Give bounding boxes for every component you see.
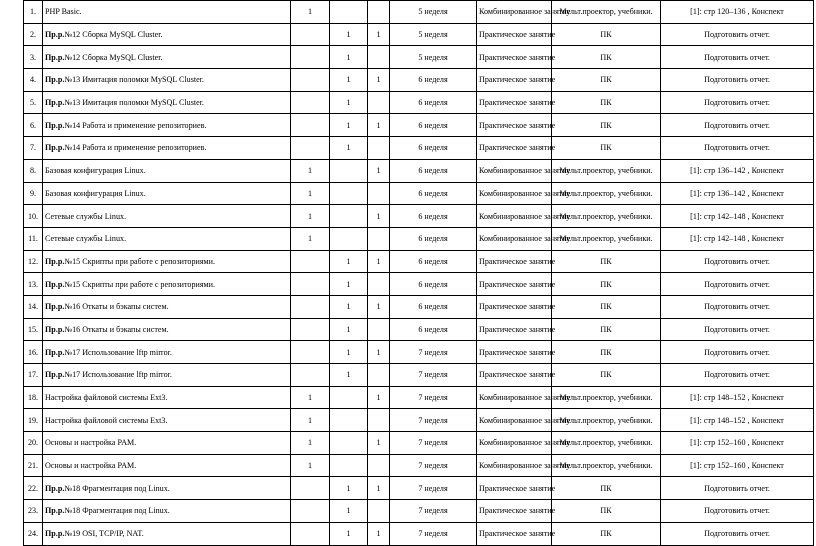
week-cell: 5 неделя [390, 1, 477, 24]
hours-practice [330, 227, 368, 250]
lesson-topic [43, 46, 291, 69]
lesson-form: Комбинированное занятие [477, 432, 552, 455]
lesson-form: Практическое занятие [477, 114, 552, 137]
lesson-form: Практическое занятие [477, 318, 552, 341]
hours-self: 1 [368, 522, 390, 545]
lesson-topic [43, 500, 291, 523]
equipment: Мульт.проектор, учебники. [552, 159, 661, 182]
table-row [24, 114, 814, 137]
equipment: Мульт.проектор, учебники. [552, 409, 661, 432]
topic-text: №14 Работа и применение репозиториев. [64, 120, 207, 130]
hours-self: 1 [368, 432, 390, 455]
table-row [24, 69, 814, 92]
row-number: 3. [24, 46, 43, 69]
hours-theory [291, 522, 330, 545]
homework: Подготовить отчет. [661, 341, 814, 364]
hours-self [368, 46, 390, 69]
equipment: ПК [552, 23, 661, 46]
equipment: Мульт.проектор, учебники. [552, 1, 661, 24]
topic-text: №15 Скрипты при работе с репозиториями. [64, 279, 216, 289]
homework: Подготовить отчет. [661, 137, 814, 160]
table-row [24, 1, 814, 24]
week-cell: 6 неделя [390, 137, 477, 160]
lesson-form: Практическое занятие [477, 477, 552, 500]
practical-prefix: Пр.р. [45, 370, 65, 380]
lesson-topic [43, 318, 291, 341]
lesson-topic [43, 91, 291, 114]
topic-text: №16 Откаты и бэкапы систем. [64, 302, 169, 312]
week-cell: 6 неделя [390, 69, 477, 92]
lesson-topic [43, 432, 291, 455]
topic-text: №13 Имитация поломки MySQL Cluster. [64, 75, 204, 85]
topic-text: Сетевые службы Linux. [45, 234, 127, 244]
homework: Подготовить отчет. [661, 522, 814, 545]
practical-prefix: Пр.р. [45, 506, 65, 516]
homework: [1]: стр 148–152 , Конспект [661, 409, 814, 432]
hours-self [368, 227, 390, 250]
lesson-form: Практическое занятие [477, 46, 552, 69]
table-row [24, 91, 814, 114]
row-number: 18. [24, 386, 43, 409]
hours-practice: 1 [330, 273, 368, 296]
row-number: 4. [24, 69, 43, 92]
equipment: ПК [552, 318, 661, 341]
week-cell: 6 неделя [390, 250, 477, 273]
lesson-topic [43, 273, 291, 296]
lesson-topic [43, 137, 291, 160]
topic-text: Настройка файловой системы Ext3. [45, 393, 168, 402]
week-cell: 6 неделя [390, 205, 477, 228]
homework: Подготовить отчет. [661, 69, 814, 92]
hours-theory [291, 341, 330, 364]
homework: Подготовить отчет. [661, 46, 814, 69]
lesson-topic [43, 23, 291, 46]
hours-theory: 1 [291, 205, 330, 228]
hours-theory: 1 [291, 1, 330, 24]
hours-practice: 1 [330, 500, 368, 523]
hours-self: 1 [368, 69, 390, 92]
practical-prefix: Пр.р. [45, 120, 65, 130]
row-number: 24. [24, 522, 43, 545]
week-cell: 6 неделя [390, 91, 477, 114]
hours-theory [291, 114, 330, 137]
lesson-topic [43, 205, 291, 228]
lesson-form: Комбинированное занятие [477, 386, 552, 409]
practical-prefix: Пр.р. [45, 30, 65, 39]
hours-self: 1 [368, 114, 390, 137]
homework: Подготовить отчет. [661, 23, 814, 46]
lesson-topic [43, 1, 291, 24]
lesson-topic [43, 386, 291, 409]
hours-theory: 1 [291, 409, 330, 432]
table-row [24, 159, 814, 182]
hours-practice: 1 [330, 91, 368, 114]
table-row [24, 137, 814, 160]
table-row [24, 522, 814, 545]
topic-text: №17 Использование lftp mirror. [64, 347, 172, 357]
hours-practice: 1 [330, 364, 368, 387]
row-number: 12. [24, 250, 43, 273]
lesson-topic [43, 364, 291, 387]
equipment: Мульт.проектор, учебники. [552, 182, 661, 205]
homework: Подготовить отчет. [661, 500, 814, 523]
homework: [1]: стр 142–148 , Конспект [661, 205, 814, 228]
hours-theory [291, 46, 330, 69]
hours-theory: 1 [291, 454, 330, 477]
hours-theory: 1 [291, 227, 330, 250]
row-number: 11. [24, 227, 43, 250]
table-row [24, 23, 814, 46]
hours-self: 1 [368, 23, 390, 46]
hours-self: 1 [368, 341, 390, 364]
hours-practice [330, 409, 368, 432]
equipment: ПК [552, 137, 661, 160]
lesson-topic [43, 295, 291, 318]
lesson-form: Практическое занятие [477, 137, 552, 160]
hours-practice: 1 [330, 46, 368, 69]
practical-prefix: Пр.р. [45, 52, 65, 62]
hours-practice: 1 [330, 477, 368, 500]
hours-theory: 1 [291, 182, 330, 205]
table-row [24, 273, 814, 296]
hours-practice: 1 [330, 137, 368, 160]
homework: [1]: стр 152–160 , Конспект [661, 454, 814, 477]
hours-self: 1 [368, 250, 390, 273]
hours-self: 1 [368, 205, 390, 228]
hours-theory [291, 250, 330, 273]
week-cell: 6 неделя [390, 227, 477, 250]
week-cell: 7 неделя [390, 386, 477, 409]
topic-text: PHP Basic. [45, 7, 82, 17]
lesson-form: Практическое занятие [477, 341, 552, 364]
homework: Подготовить отчет. [661, 250, 814, 273]
equipment: Мульт.проектор, учебники. [552, 454, 661, 477]
topic-text: Настройка файловой системы Ext3. [45, 415, 168, 425]
topic-text: Основы и настройка PAM. [45, 461, 137, 471]
topic-text: Основы и настройка PAM. [45, 438, 137, 448]
week-cell: 7 неделя [390, 409, 477, 432]
topic-text: Базовая конфигурация Linux. [45, 188, 146, 198]
hours-theory [291, 137, 330, 160]
week-cell: 7 неделя [390, 341, 477, 364]
hours-practice: 1 [330, 318, 368, 341]
equipment: Мульт.проектор, учебники. [552, 386, 661, 409]
hours-practice [330, 454, 368, 477]
hours-theory [291, 295, 330, 318]
equipment: ПК [552, 522, 661, 545]
lesson-topic [43, 477, 291, 500]
equipment: ПК [552, 46, 661, 69]
lesson-topic [43, 522, 291, 545]
week-cell: 7 неделя [390, 364, 477, 387]
hours-theory [291, 500, 330, 523]
homework: [1]: стр 120–136 , Конспект [661, 1, 814, 24]
lesson-form: Практическое занятие [477, 273, 552, 296]
lesson-form: Комбинированное занятие [477, 1, 552, 24]
topic-text: Базовая конфигурация Linux. [45, 166, 146, 176]
homework: Подготовить отчет. [661, 295, 814, 318]
hours-practice [330, 432, 368, 455]
hours-self [368, 409, 390, 432]
topic-text: №14 Работа и применение репозиториев. [64, 143, 207, 153]
lesson-form: Практическое занятие [477, 500, 552, 523]
row-number: 7. [24, 137, 43, 160]
equipment: Мульт.проектор, учебники. [552, 205, 661, 228]
hours-practice: 1 [330, 250, 368, 273]
equipment: ПК [552, 91, 661, 114]
lesson-topic [43, 227, 291, 250]
hours-theory [291, 69, 330, 92]
hours-self [368, 273, 390, 296]
practical-prefix: Пр.р. [45, 302, 65, 312]
practical-prefix: Пр.р. [45, 143, 65, 153]
lesson-form: Практическое занятие [477, 364, 552, 387]
equipment: ПК [552, 341, 661, 364]
homework: [1]: стр 136–142 , Конспект [661, 159, 814, 182]
hours-theory: 1 [291, 386, 330, 409]
week-cell: 7 неделя [390, 522, 477, 545]
table-row [24, 341, 814, 364]
hours-self [368, 91, 390, 114]
hours-practice [330, 182, 368, 205]
row-number: 23. [24, 500, 43, 523]
practical-prefix: Пр.р. [45, 529, 65, 539]
hours-self [368, 182, 390, 205]
lesson-form: Комбинированное занятие [477, 454, 552, 477]
lesson-topic [43, 409, 291, 432]
hours-theory [291, 273, 330, 296]
topic-text: №17 Использование lftp mirror. [64, 370, 172, 380]
hours-practice: 1 [330, 522, 368, 545]
week-cell: 6 неделя [390, 159, 477, 182]
week-cell: 7 неделя [390, 477, 477, 500]
lesson-form: Комбинированное занятие [477, 205, 552, 228]
lesson-topic [43, 341, 291, 364]
row-number: 19. [24, 409, 43, 432]
hours-practice: 1 [330, 341, 368, 364]
row-number: 16. [24, 341, 43, 364]
table-row [24, 46, 814, 69]
table-row [24, 477, 814, 500]
table-body [24, 1, 814, 546]
table-row [24, 386, 814, 409]
equipment: ПК [552, 69, 661, 92]
equipment: Мульт.проектор, учебники. [552, 227, 661, 250]
lesson-form: Комбинированное занятие [477, 159, 552, 182]
hours-theory [291, 364, 330, 387]
hours-practice: 1 [330, 114, 368, 137]
hours-self: 1 [368, 386, 390, 409]
topic-text: №18 Фрагментация под Linux. [64, 506, 170, 516]
row-number: 8. [24, 159, 43, 182]
week-cell: 5 неделя [390, 46, 477, 69]
lesson-topic [43, 250, 291, 273]
homework: Подготовить отчет. [661, 91, 814, 114]
hours-theory: 1 [291, 432, 330, 455]
lesson-topic [43, 454, 291, 477]
hours-self: 1 [368, 295, 390, 318]
lesson-form: Практическое занятие [477, 250, 552, 273]
table-row [24, 454, 814, 477]
row-number: 6. [24, 114, 43, 137]
row-number: 5. [24, 91, 43, 114]
hours-self: 1 [368, 477, 390, 500]
equipment: ПК [552, 477, 661, 500]
lesson-form: Практическое занятие [477, 23, 552, 46]
row-number: 22. [24, 477, 43, 500]
topic-text: №13 Имитация поломки MySQL Cluster. [64, 98, 204, 108]
lesson-form: Практическое занятие [477, 91, 552, 114]
homework: [1]: стр 148–152 , Конспект [661, 386, 814, 409]
topic-text: №15 Скрипты при работе с репозиториями. [64, 256, 216, 266]
lesson-form: Комбинированное занятие [477, 182, 552, 205]
homework: Подготовить отчет. [661, 318, 814, 341]
hours-self [368, 364, 390, 387]
table-row [24, 250, 814, 273]
row-number: 13. [24, 273, 43, 296]
hours-self [368, 454, 390, 477]
homework: Подготовить отчет. [661, 477, 814, 500]
lesson-topic [43, 159, 291, 182]
hours-practice [330, 1, 368, 24]
equipment: ПК [552, 500, 661, 523]
practical-prefix: Пр.р. [45, 483, 65, 493]
table-row [24, 182, 814, 205]
row-number: 14. [24, 295, 43, 318]
topic-text: №12 Сборка MySQL Cluster. [64, 30, 163, 39]
hours-practice: 1 [330, 69, 368, 92]
week-cell: 6 неделя [390, 114, 477, 137]
equipment: ПК [552, 114, 661, 137]
hours-practice [330, 386, 368, 409]
homework: [1]: стр 136–142 , Конспект [661, 182, 814, 205]
hours-practice: 1 [330, 295, 368, 318]
week-cell: 6 неделя [390, 318, 477, 341]
hours-theory [291, 477, 330, 500]
row-number: 1. [24, 1, 43, 24]
hours-theory [291, 318, 330, 341]
week-cell: 5 неделя [390, 23, 477, 46]
table-row [24, 500, 814, 523]
lesson-form: Комбинированное занятие [477, 409, 552, 432]
equipment: ПК [552, 364, 661, 387]
lesson-topic [43, 182, 291, 205]
equipment: ПК [552, 295, 661, 318]
week-cell: 6 неделя [390, 273, 477, 296]
table-row [24, 227, 814, 250]
week-cell: 6 неделя [390, 295, 477, 318]
lesson-form: Комбинированное занятие [477, 227, 552, 250]
table-row [24, 432, 814, 455]
homework: Подготовить отчет. [661, 114, 814, 137]
practical-prefix: Пр.р. [45, 347, 65, 357]
practical-prefix: Пр.р. [45, 75, 65, 85]
topic-text: №19 OSI, TCP/IP, NAT. [64, 529, 144, 539]
homework: Подготовить отчет. [661, 273, 814, 296]
lesson-form: Практическое занятие [477, 69, 552, 92]
week-cell: 6 неделя [390, 182, 477, 205]
practical-prefix: Пр.р. [45, 98, 65, 108]
topic-text: №12 Сборка MySQL Cluster. [64, 52, 163, 62]
table-row [24, 295, 814, 318]
row-number: 10. [24, 205, 43, 228]
row-number: 15. [24, 318, 43, 341]
table-row [24, 205, 814, 228]
hours-practice [330, 205, 368, 228]
lesson-topic [43, 69, 291, 92]
equipment: ПК [552, 273, 661, 296]
topic-text: №18 Фрагментация под Linux. [64, 483, 170, 493]
row-number: 21. [24, 454, 43, 477]
equipment: ПК [552, 250, 661, 273]
row-number: 17. [24, 364, 43, 387]
row-number: 20. [24, 432, 43, 455]
row-number: 9. [24, 182, 43, 205]
hours-practice [330, 159, 368, 182]
lesson-form: Практическое занятие [477, 295, 552, 318]
topic-text: Сетевые службы Linux. [45, 211, 127, 221]
week-cell: 7 неделя [390, 500, 477, 523]
week-cell: 7 неделя [390, 454, 477, 477]
topic-text: №16 Откаты и бэкапы систем. [64, 324, 169, 334]
practical-prefix: Пр.р. [45, 256, 65, 266]
lesson-topic [43, 114, 291, 137]
hours-self [368, 500, 390, 523]
equipment: Мульт.проектор, учебники. [552, 432, 661, 455]
row-number: 2. [24, 23, 43, 46]
table-row [24, 409, 814, 432]
hours-practice: 1 [330, 23, 368, 46]
homework: Подготовить отчет. [661, 364, 814, 387]
practical-prefix: Пр.р. [45, 279, 65, 289]
lesson-plan-table [23, 0, 814, 546]
table-row [24, 318, 814, 341]
lesson-form: Практическое занятие [477, 522, 552, 545]
homework: [1]: стр 142–148 , Конспект [661, 227, 814, 250]
hours-self [368, 1, 390, 24]
week-cell: 7 неделя [390, 432, 477, 455]
hours-self [368, 137, 390, 160]
hours-theory [291, 23, 330, 46]
hours-self [368, 318, 390, 341]
practical-prefix: Пр.р. [45, 324, 65, 334]
homework: [1]: стр 152–160 , Конспект [661, 432, 814, 455]
hours-self: 1 [368, 159, 390, 182]
hours-theory [291, 91, 330, 114]
hours-theory: 1 [291, 159, 330, 182]
table-row [24, 364, 814, 387]
